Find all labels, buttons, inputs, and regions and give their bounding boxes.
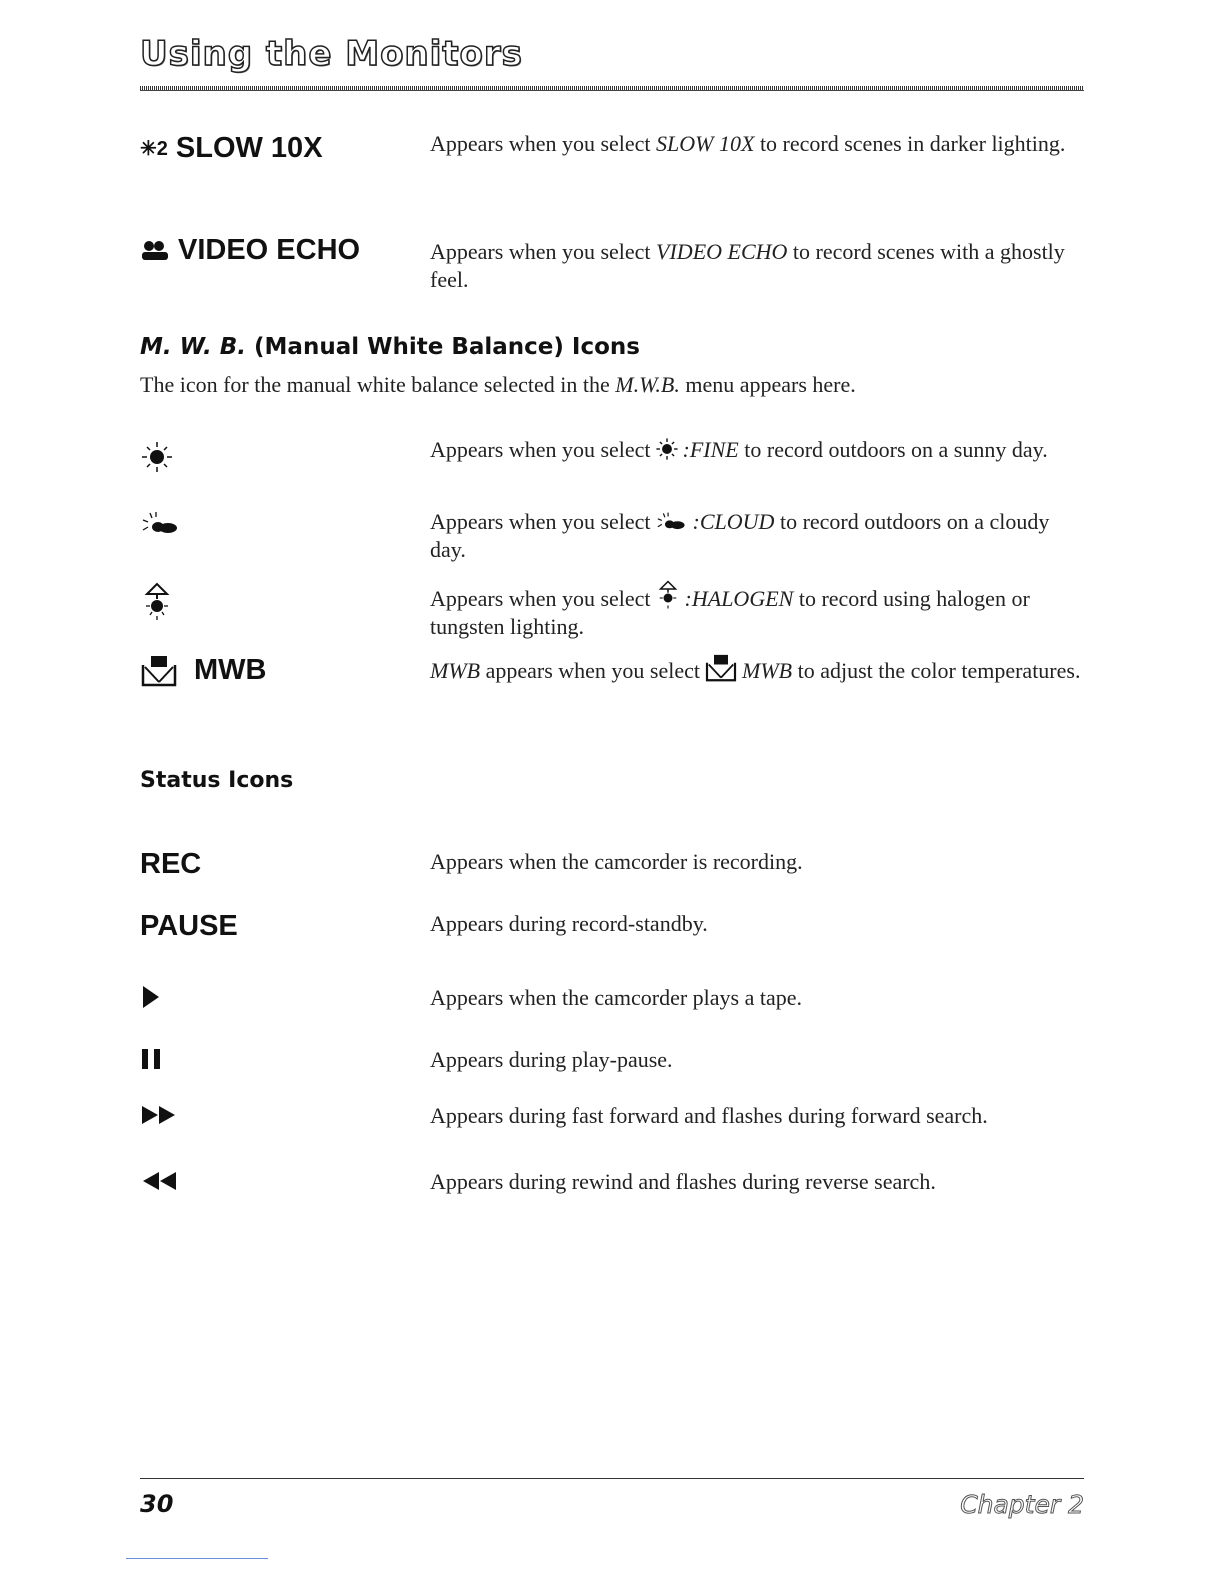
playpause-desc: Appears during play-pause. [430,1047,673,1072]
mwb-desc-em: MWB [742,658,793,683]
halogen-desc [430,580,1090,641]
cloud-icon-inline [655,511,689,533]
cloud-desc-em: :CLOUD [692,509,775,534]
mwb-desc-a: appears when you select [480,658,701,683]
ff-desc: Appears during fast forward and flashes during forward search. [430,1103,988,1128]
fine-desc-b: to record outdoors on a sunny day. [738,437,1048,462]
mwb-desc-lead: MWB [430,658,481,683]
mwb-heading-rest: (Manual White Balance) Icons [246,334,640,360]
mwb-heading [140,334,640,360]
pause-label: PAUSE [140,910,238,942]
echo-desc-em: VIDEO ECHO [656,239,788,264]
fine-term [140,440,425,474]
slow-desc-a: Appears when you select [430,131,657,156]
cloud-desc-a: Appears when you select [430,509,651,534]
rec-desc: Appears when the camcorder is recording. [430,849,803,874]
cloud-term [140,510,425,538]
header-rule [140,86,1084,91]
slow-prefix: ✳2 [140,138,168,160]
mwb-desc-b: to adjust the color temperatures. [792,658,1081,683]
fine-desc [430,436,1090,464]
page-title: Using the Monitors [140,34,523,74]
halogen-term [140,582,425,622]
mwb-desc [430,654,1090,685]
cloud-desc-b: to record outdoors on a cloudy day. [430,509,1050,562]
fine-desc-em: :FINE [682,437,739,462]
halogen-icon [140,582,174,622]
halogen-desc-b: to record using halogen or tungsten lighting. [430,586,1030,639]
echo-desc-b: to record scenes with a ghostly feel. [430,239,1065,292]
chapter-label: Chapter 2 [960,1490,1084,1519]
footer-rule [140,1478,1084,1479]
sun-icon-inline [655,437,679,461]
scan-artifact-line [126,1558,268,1559]
halogen-icon-inline [655,580,681,610]
mwb-heading-em: M. W. B. [140,334,247,360]
slow-term [140,132,425,165]
ff-term [140,1102,425,1128]
sun-icon [140,440,174,474]
mwb-icon-inline [704,654,738,682]
mwb-intro-b: menu appears here. [679,372,856,397]
playpause-term [140,1046,425,1072]
pause-icon [140,1046,164,1072]
mwb-label: MWB [194,654,267,686]
echo-term [140,234,425,267]
cloud-desc [430,508,1090,564]
play-desc: Appears when the camcorder plays a tape. [430,985,803,1010]
halogen-desc-em: :HALOGEN [684,586,794,611]
mwb-icon [140,655,178,687]
cloud-icon [140,510,182,538]
slow-desc-em: SLOW 10X [656,131,755,156]
fast-forward-icon [140,1102,180,1128]
mwb-intro-em: M.W.B. [615,372,680,397]
slow-label: SLOW 10X [175,132,323,164]
play-term [140,984,425,1010]
echo-desc-a: Appears when you select [430,239,657,264]
pause-desc: Appears during record-standby. [430,911,708,936]
page-number: 30 [140,1490,174,1518]
echo-label: VIDEO ECHO [178,234,361,266]
video-echo-icon [140,239,170,263]
status-heading: Status Icons [140,768,294,793]
slow-desc [430,130,1090,158]
echo-desc [430,238,1090,294]
mwb-term [140,654,425,687]
rec-label: REC [140,848,202,880]
rewind-icon [140,1168,180,1194]
rew-desc: Appears during rewind and flashes during reverse search. [430,1169,936,1194]
mwb-intro [140,372,1090,398]
rew-term [140,1168,425,1194]
halogen-desc-a: Appears when you select [430,586,651,611]
slow-desc-b: to record scenes in darker lighting. [754,131,1066,156]
mwb-intro-a: The icon for the manual white balance selected in the [140,372,616,397]
play-icon [140,984,162,1010]
fine-desc-a: Appears when you select [430,437,651,462]
